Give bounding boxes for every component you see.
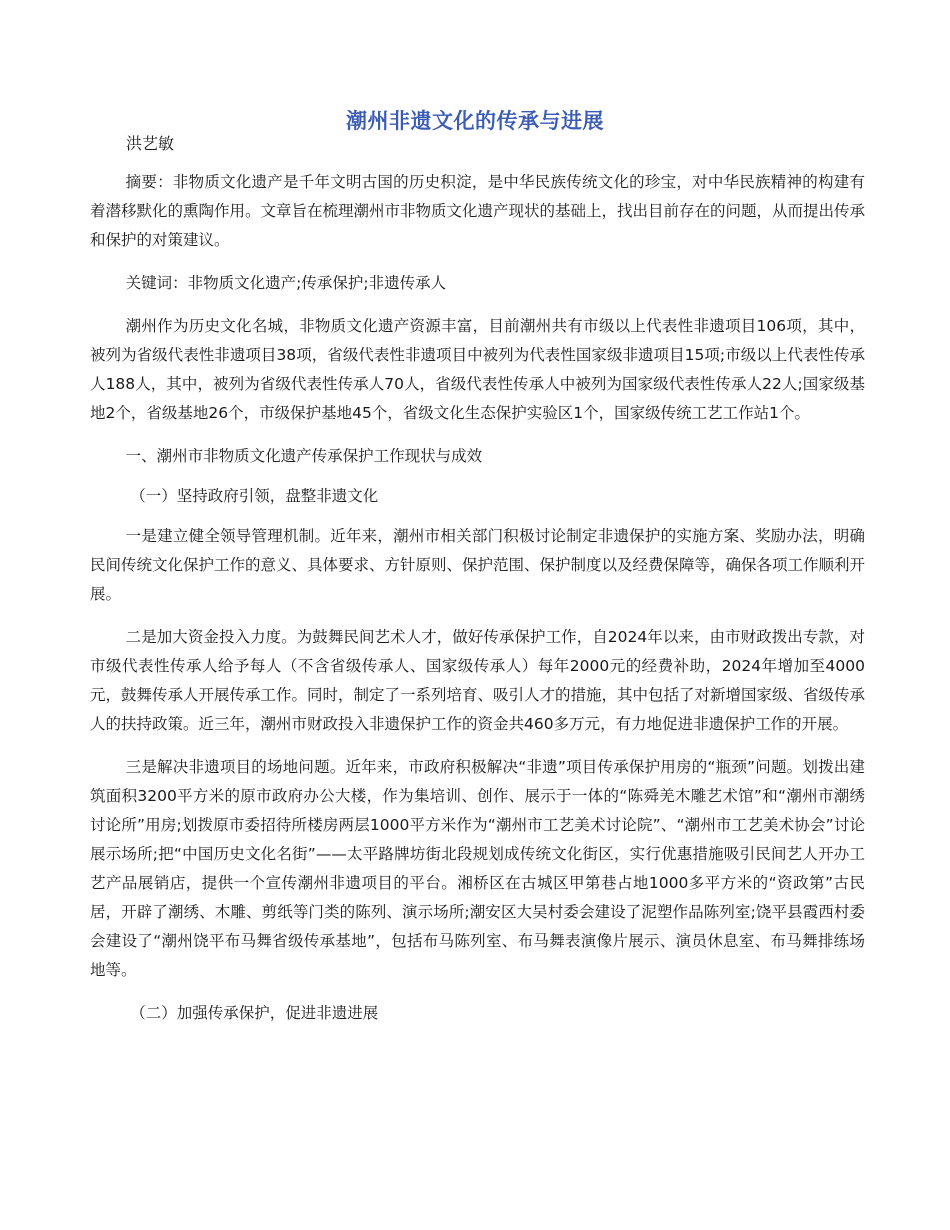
intro-paragraph: 潮州作为历史文化名城，非物质文化遗产资源丰富，目前潮州共有市级以上代表性非遗项目106项，其中，被列为省级代表性非遗项目38项，省级代表性非遗项目中被列为代表性国家级非遗项目15项;市级以上代表性传承人188人，其中，被列为省级代表性传承人70人，省级代表性传承人中被列为国家级代表性传承人22人;国家级基地2个，省级基地26个，市级保护基地45个，省级文化生态保护实验区1个，国家级传统工艺工作站1个。: [90, 317, 865, 422]
subsection-heading-2: （二）加强传承保护，促进非遗进展: [130, 1004, 379, 1022]
abstract-paragraph: 摘要：非物质文化遗产是千年文明古国的历史积淀，是中华民族传统文化的珍宝，对中华民族精神的构建有着潜移默化的熏陶作用。文章旨在梳理潮州市非物质文化遗产现状的基础上，找出目前存在的问题，从而提出传承和保护的对策建议。: [90, 173, 866, 249]
body-paragraph-3: 三是解决非遗项目的场地问题。近年来，市政府积极解决“非遗”项目传承保护用房的“瓶颈”问题。划拨出建筑面积3200平方米的原市政府办公大楼，作为集培训、创作、展示于一体的“陈舜羌木雕艺术馆”和“潮州市潮绣讨论所”用房;划拨原市委招待所楼房两层1000平方米作为“潮州市工艺美术讨论院”、“潮州市工艺美术协会”讨论展示场所;把“中国历史文化名街”——太平路牌坊街北段规划成传统文化街区，实行优惠措施吸引民间艺人开办工艺产品展销店，提供一个宣传潮州非遗项目的平台。湘桥区在古城区甲第巷占地1000多平方米的“资政第”古民居，开辟了潮绣、木雕、剪纸等门类的陈列、演示场所;潮安区大吴村委会建设了泥塑作品陈列室;饶平县霞西村委会建设了“潮州饶平布马舞省级传承基地”，包括布马陈列室、布马舞表演像片展示、演员休息室、布马舞排练场地等。: [90, 758, 865, 979]
body-paragraph-2: 二是加大资金投入力度。为鼓舞民间艺术人才，做好传承保护工作，自2024年以来，由市财政拨出专款，对市级代表性传承人给予每人（不含省级传承人、国家级传承人）每年2000元的经费补助，2024年增加至4000元，鼓舞传承人开展传承工作。同时，制定了一系列培育、吸引人才的措施，其中包括了对新增国家级、省级传承人的扶持政策。近三年，潮州市财政投入非遗保护工作的资金共460多万元，有力地促进非遗保护工作的开展。: [90, 628, 866, 733]
body-paragraph-1: 一是建立健全领导管理机制。近年来，潮州市相关部门积极讨论制定非遗保护的实施方案、奖励办法，明确民间传统文化保护工作的意义、具体要求、方针原则、保护范围、保护制度以及经费保障等，确保各项工作顺利开展。: [90, 527, 866, 603]
subsection-heading-1: （一）坚持政府引领，盘整非遗文化: [130, 487, 379, 505]
keywords-paragraph: 关键词：非物质文化遗产;传承保护;非遗传承人: [125, 274, 447, 292]
section-heading-1: 一、潮州市非物质文化遗产传承保护工作现状与成效: [125, 447, 483, 465]
document-title: 潮州非遗文化的传承与进展: [346, 109, 604, 133]
author-name: 洪艺敏: [126, 134, 175, 153]
document-body: [90, 168, 865, 1039]
